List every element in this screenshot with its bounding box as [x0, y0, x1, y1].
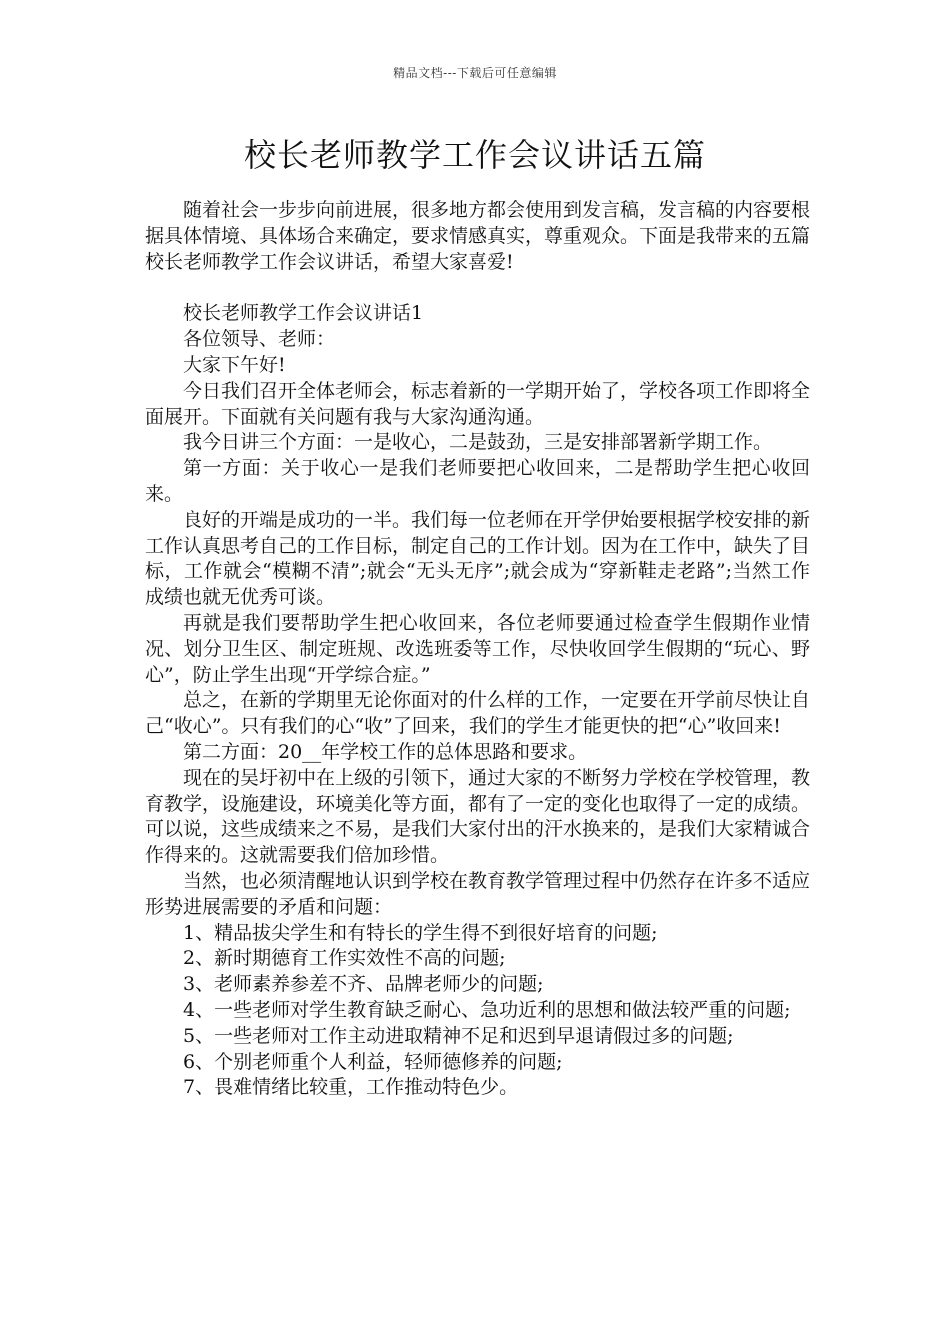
page-header-note: 精品文档---下载后可任意编辑	[393, 66, 557, 80]
paragraph: 现在的吴圩初中在上级的引领下，通过大家的不断努力学校在学校管理，教育教学，设施建设，环境美化等方面，都有了一定的变化也取得了一定的成绩。可以说，这些成绩来之不易，是我们大家付出的汗水换来的，是我们大家精诚合作得来的。这就需要我们倍加珍惜。	[145, 766, 811, 867]
paragraph: 再就是我们要帮助学生把心收回来，各位老师要通过检查学生假期作业情况、划分卫生区、制定班规、改选班委等工作，尽快收回学生假期的“玩心、野心”，防止学生出现“开学综合症。”	[145, 611, 810, 686]
paragraph: 我今日讲三个方面：一是收心，二是鼓劲，三是安排部署新学期工作。	[183, 431, 773, 454]
section-heading: 校长老师教学工作会议讲话1	[183, 302, 424, 325]
greeting: 大家下午好!	[183, 353, 286, 376]
list-item: 3、老师素养参差不齐、品牌老师少的问题;	[183, 973, 544, 996]
document-body	[145, 198, 810, 1101]
paragraph: 第二方面：20__年学校工作的总体思路和要求。	[183, 740, 588, 763]
list-item: 5、一些老师对工作主动进取精神不足和迟到早退请假过多的问题;	[183, 1024, 734, 1047]
paragraph: 总之，在新的学期里无论你面对的什么样的工作，一定要在开学前尽快让自己“收心”。只有我们的心“收”了回来，我们的学生才能更快的把“心”收回来!	[145, 689, 811, 738]
list-item: 6、个别老师重个人利益，轻师德修养的问题;	[183, 1050, 563, 1073]
document-title: 校长老师教学工作会议讲话五篇	[243, 136, 706, 174]
paragraph: 第一方面：关于收心一是我们老师要把心收回来，二是帮助学生把心收回来。	[145, 457, 810, 505]
list-item: 7、畏难情绪比较重，工作推动特色少。	[183, 1076, 519, 1099]
list-item: 2、新时期德育工作实效性不高的问题;	[183, 947, 506, 970]
salutation: 各位领导、老师：	[183, 328, 336, 351]
paragraph: 良好的开端是成功的一半。我们每一位老师在开学伊始要根据学校安排的新工作认真思考自己的工作目标，制定自己的工作计划。因为在工作中，缺失了目标，工作就会“模糊不清”;就会“无头无序”;就会成为“穿新鞋走老路”;当然工作成绩也就无优秀可谈。	[145, 508, 811, 609]
list-item: 4、一些老师对学生教育缺乏耐心、急功近利的思想和做法较严重的问题;	[183, 998, 791, 1021]
intro-paragraph: 随着社会一步步向前进展，很多地方都会使用到发言稿，发言稿的内容要根据具体情境、具体场合来确定，要求情感真实，尊重观众。下面是我带来的五篇校长老师教学工作会议讲话，希望大家喜爱!	[145, 199, 811, 273]
list-item: 1、精品拔尖学生和有特长的学生得不到很好培育的问题;	[183, 921, 658, 944]
paragraph: 今日我们召开全体老师会，标志着新的一学期开始了，学校各项工作即将全面展开。下面就有关问题有我与大家沟通沟通。	[145, 379, 811, 428]
paragraph: 当然，也必须清醒地认识到学校在教育教学管理过程中仍然存在许多不适应形势进展需要的矛盾和问题：	[145, 869, 811, 918]
